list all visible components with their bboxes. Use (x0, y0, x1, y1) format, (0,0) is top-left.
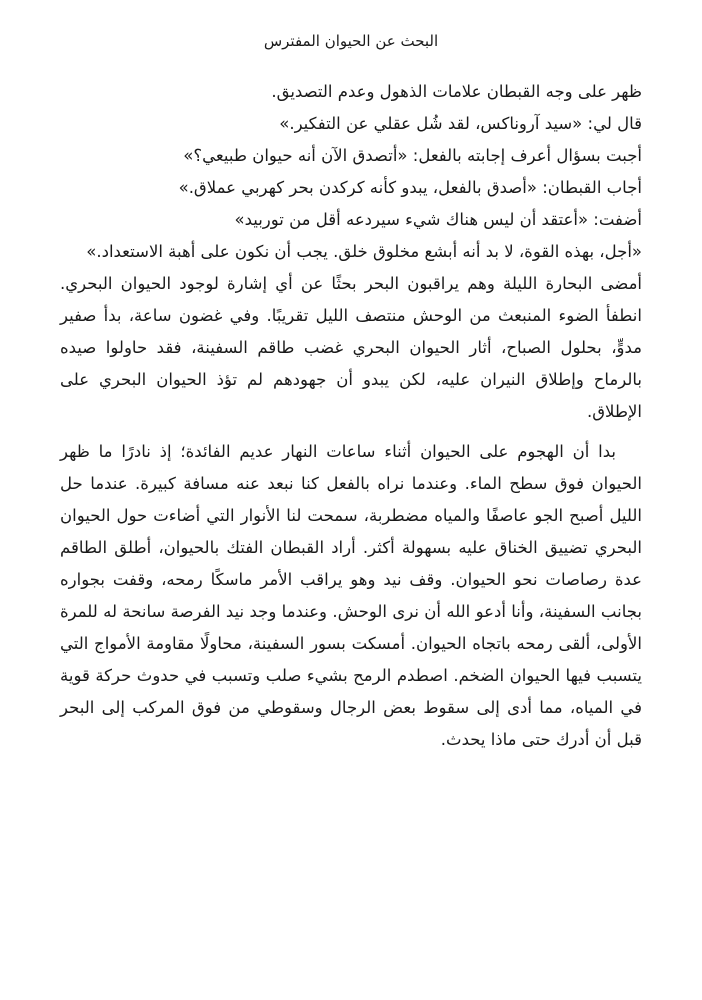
dialogue-line: أضفت: «أعتقد أن ليس هناك شيء سيردعه أقل من توربيد» (234, 210, 642, 229)
chapter-body (60, 76, 642, 756)
running-header: البحث عن الحيوان المفترس (263, 32, 439, 50)
dialogue-line: قال لي: «سيد آروناكس، لقد شُل عقلي عن التفكير.» (279, 114, 642, 133)
dialogue-line: أجاب القبطان: «أصدق بالفعل، يبدو كأنه كركدن بحر كهربي عملاق.» (178, 178, 642, 197)
body-paragraph: بدا أن الهجوم على الحيوان أثناء ساعات النهار عديم الفائدة؛ إذ نادرًا ما ظهر الحيوان فوق سطح الماء. وعندما نراه بالفعل كنا نبعد عنه مسافة كبيرة. عندما حل الليل أصبح الجو عاصفًا والمياه مضطربة، سمحت لنا الأنوار التي أضاءت حول الحيوان البحري تضييق الخناق عليه بسهولة أكثر. أراد القبطان الفتك بالحيوان، أطلق الطاقم عدة رصاصات نحو الحيوان. وقف نيد وهو يراقب الأمر ماسكًا رمحه، وقفت بجواره بجانب السفينة، وأنا أدعو الله أن نرى الوحش. وعندما وجد نيد الفرصة سانحة له للمرة الأولى، ألقى رمحه باتجاه الحيوان. أمسكت بسور السفينة، محاولًا مقاومة الأمواج التي يتسبب فيها الحيوان الضخم. اصطدم الرمح بشيء صلب وتسبب في حدوث حركة قوية في المياه، مما أدى إلى سقوط بعض الرجال وسقوطي من فوق المركب إلى البحر قبل أن أدرك حتى ماذا يحدث. (60, 442, 642, 749)
dialogue-line: «أجل، بهذه القوة، لا بد أنه أبشع مخلوق خلق. يجب أن نكون على أهبة الاستعداد.» (86, 242, 642, 261)
body-paragraph: أمضى البحارة الليلة وهم يراقبون البحر بحثًا عن أي إشارة لوجود الحيوان البحري. انطفأ الضوء المنبعث من الوحش منتصف الليل تقريبًا. وفي غضون ساعة، بدأ صفير مدوٍّ، بحلول الصباح، أثار الحيوان البحري غضب طاقم السفينة، فقد حاولوا صيده بالرماح وإطلاق النيران عليه، لكن يبدو أن جهودهم لم تؤذ الحيوان البحري على الإطلاق. (60, 274, 642, 421)
dialogue-line: أجبت بسؤال أعرف إجابته بالفعل: «أتصدق الآن أنه حيوان طبيعي؟» (183, 146, 642, 165)
dialogue-line: ظهر على وجه القبطان علامات الذهول وعدم التصديق. (271, 82, 642, 101)
